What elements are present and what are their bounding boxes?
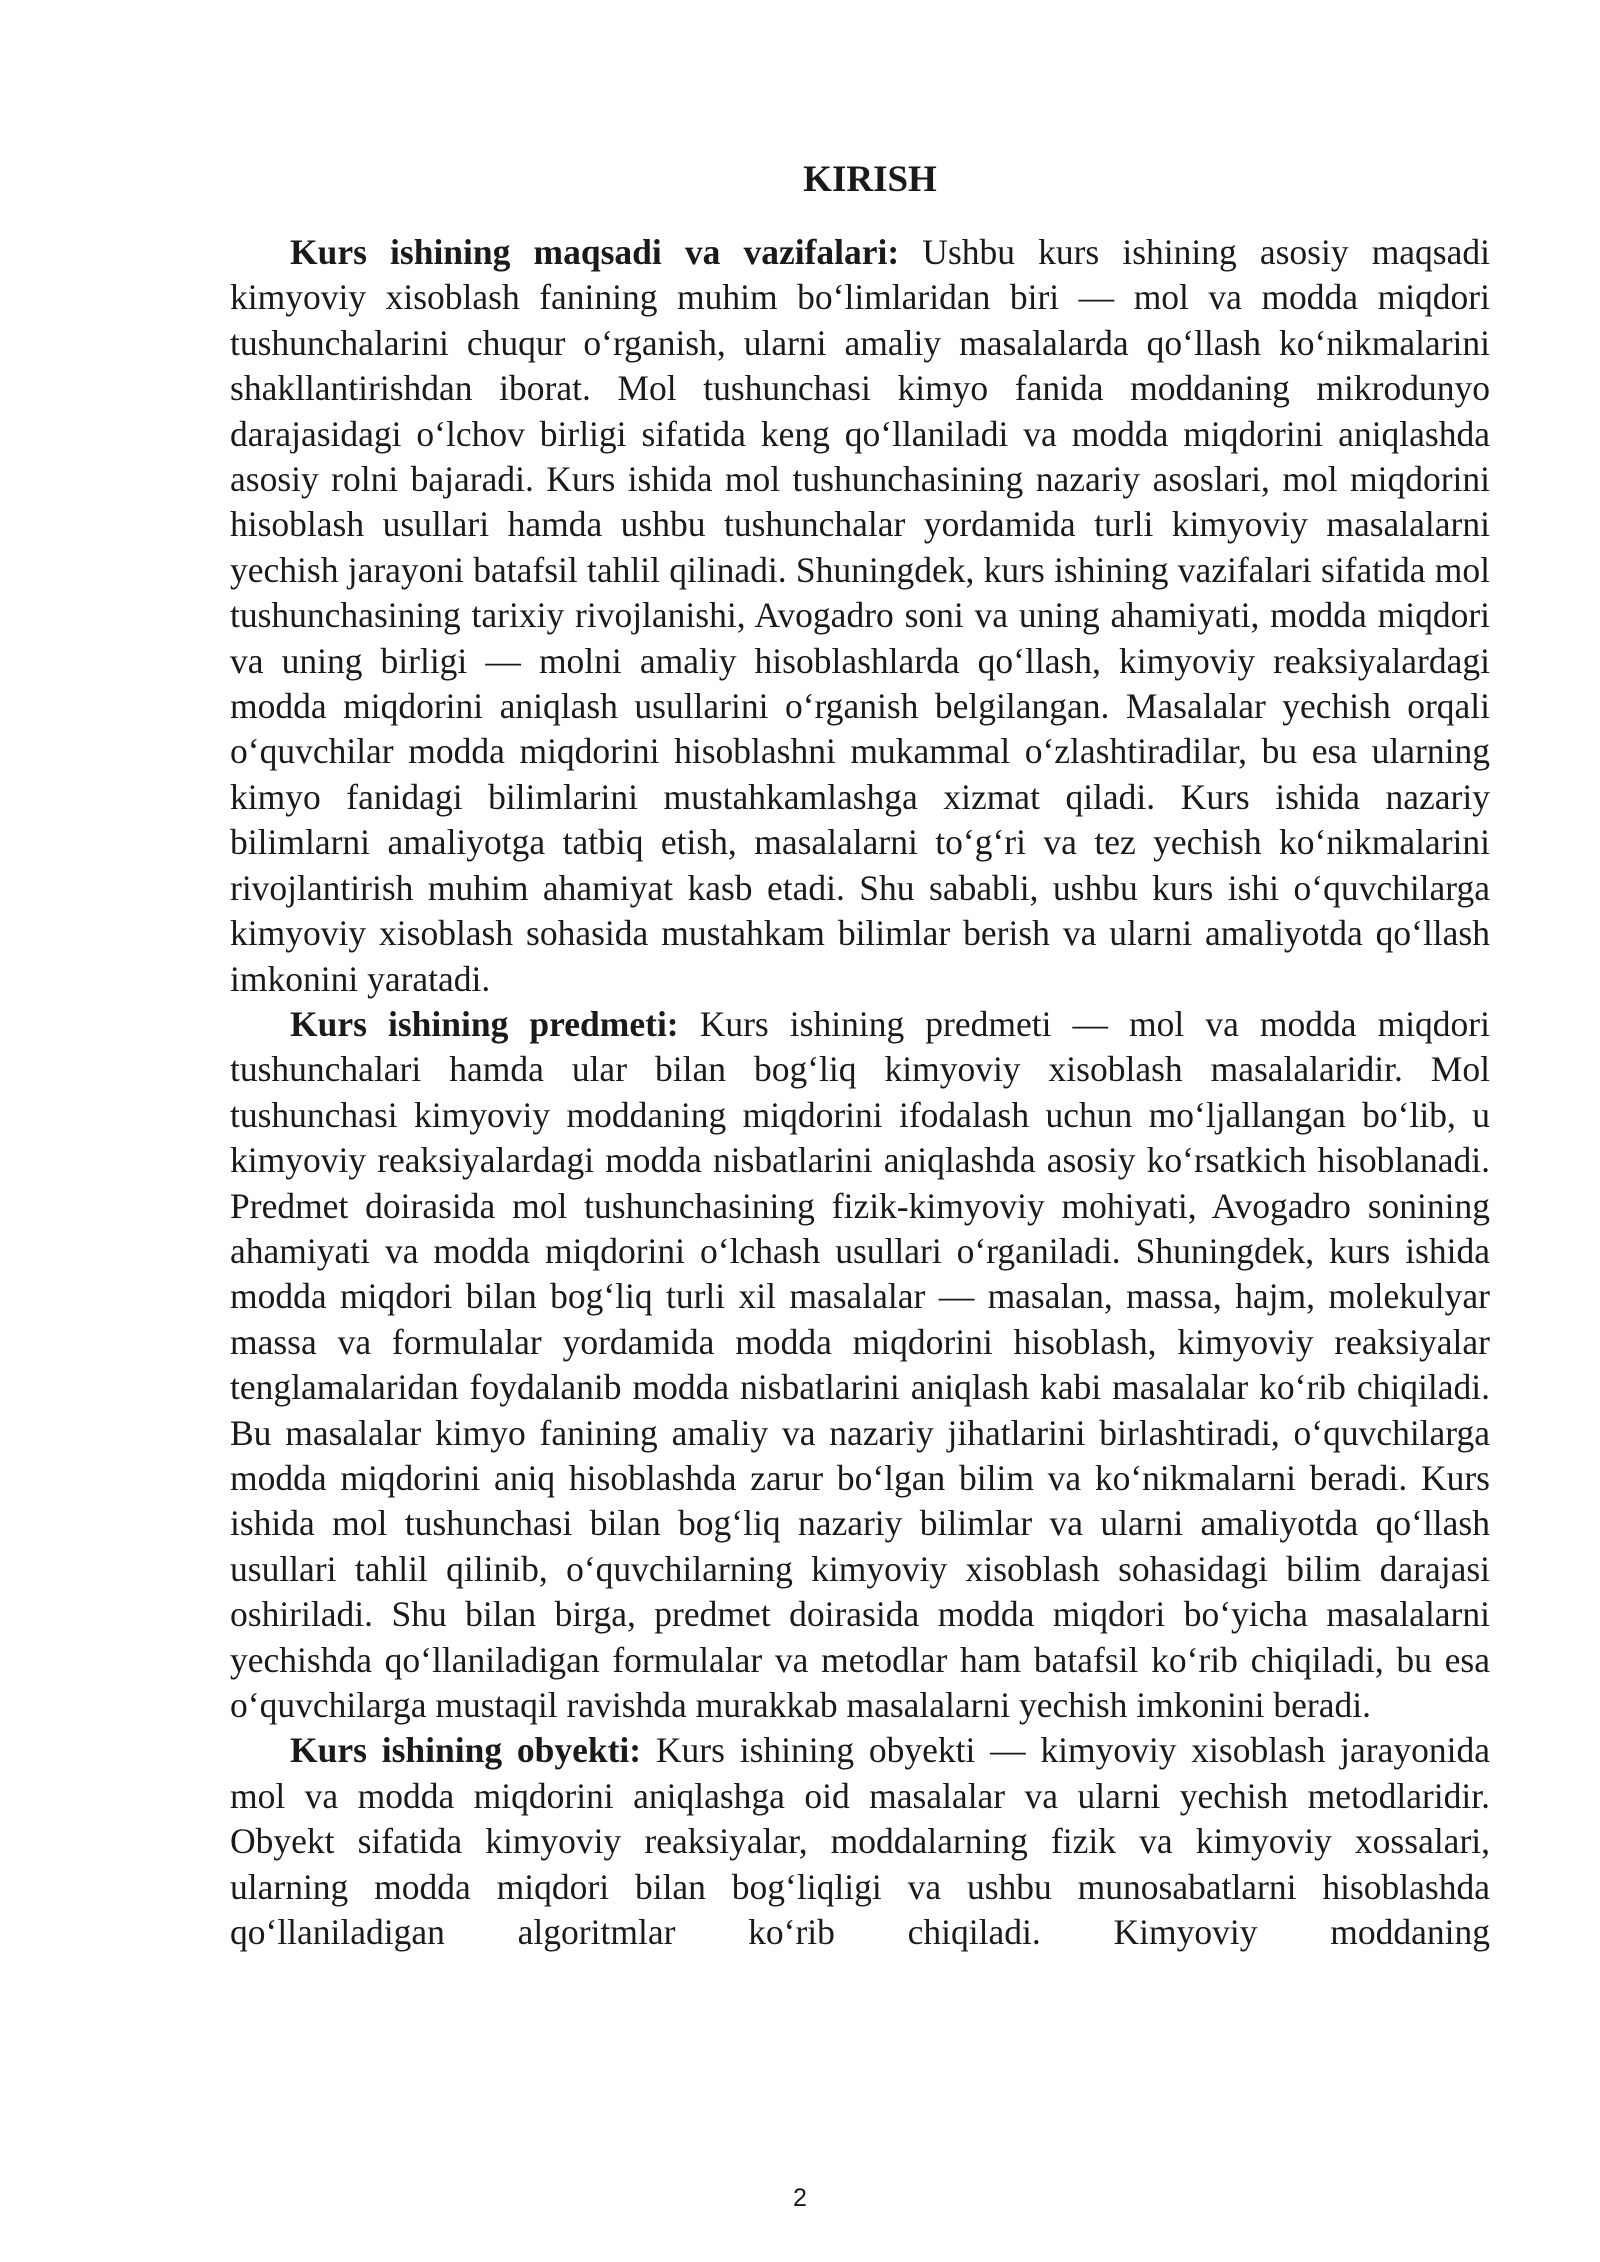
- paragraph-obyekt: [230, 1728, 1490, 1955]
- paragraph-predmet: [230, 1002, 1490, 1729]
- paragraph-maqsad: [230, 230, 1490, 1002]
- paragraph-lead: Kurs ishining obyekti:: [290, 1730, 642, 1771]
- document-page: [230, 150, 1490, 1955]
- paragraph-text: Kurs ishining obyekti — kimyoviy xisoblash jarayonida mol va modda miqdorini aniqlashga oid masalalar va ularni yechish metodlaridir. Obyekt sifatida kimyoviy reaksiyalar, moddalarning fizik va kimyoviy xossalari, ularning modda miqdori bilan bog‘liqligi va ushbu munosabatlarni hisoblashda qo‘llaniladigan algoritmlar ko‘rib chiqiladi. Kimyoviy moddaning: [230, 1730, 1490, 1953]
- paragraph-lead: Kurs ishining maqsadi va vazifalari:: [290, 232, 900, 272]
- page-number: 2: [793, 2184, 807, 2212]
- paragraph-text: Kurs ishining predmeti — mol va modda miqdori tushunchalari hamda ular bilan bog‘liq kimyoviy xisoblash masalalaridir. Mol tushunchasi kimyoviy moddaning miqdorini ifodalash uchun mo‘ljallangan bo‘lib, u kimyoviy reaksiyalardagi modda nisbatlarini aniqlashda asosiy ko‘rsatkich hisoblanadi. Predmet doirasida mol tushunchasining fizik-kimyoviy mohiyati, Avogadro sonining ahamiyati va modda miqdorini o‘lchash usullari o‘rganiladi. Shuningdek, kurs ishida modda miqdori bilan bog‘liq turli xil masalalar — masalan, massa, hajm, molekulyar massa va formulalar yordamida modda miqdorini hisoblash, kimyoviy reaksiyalar tenglamalaridan foydalanib modda nisbatlarini aniqlash kabi masalalar ko‘rib chiqiladi. Bu masalalar kimyo fanining amaliy va nazariy jihatlarini birlashtiradi, o‘quvchilarga modda miqdorini aniq hisoblashda zarur bo‘lgan bilim va ko‘nikmalarni beradi. Kurs ishida mol tushunchasi bilan bog‘liq nazariy bilimlar va ularni amaliyotda qo‘llash usullari tahlil qilinib, o‘quvchilarning kimyoviy xisoblash sohasidagi bilim darajasi oshiriladi. Shu bilan birga, predmet doirasida modda miqdori bo‘yicha masalalarni yechishda qo‘llaniladigan formulalar va metodlar ham batafsil ko‘rib chiqiladi, bu esa o‘quvchilarga mustaqil ravishda murakkab masalalarni yechish imkonini beradi.: [230, 1003, 1490, 1725]
- paragraph-lead: Kurs ishining predmeti:: [290, 1003, 679, 1044]
- paragraph-text: Ushbu kurs ishining asosiy maqsadi kimyoviy xisoblash fanining muhim bo‘limlaridan biri — mol va modda miqdori tushunchalarini chuqur o‘rganish, ularni amaliy masalalarda qo‘llash ko‘nikmalarini shakllantirishdan iborat. Mol tushunchasi kimyo fanida moddaning mikrodunyo darajasidagi o‘lchov birligi sifatida keng qo‘llaniladi va modda miqdorini aniqlashda asosiy rolni bajaradi. Kurs ishida mol tushunchasining nazariy asoslari, mol miqdorini hisoblash usullari hamda ushbu tushunchalar yordamida turli kimyoviy masalalarni yechish jarayoni batafsil tahlil qilinadi. Shuningdek, kurs ishining vazifalari sifatida mol tushunchasining tarixiy rivojlanishi, Avogadro soni va uning ahamiyati, modda miqdori va uning birligi — molni amaliy hisoblashlarda qo‘llash, kimyoviy reaksiyalardagi modda miqdorini aniqlash usullarini o‘rganish belgilangan. Masalalar yechish orqali o‘quvchilar modda miqdorini hisoblashni mukammal o‘zlashtiradilar, bu esa ularning kimyo fanidagi bilimlarini mustahkamlashga xizmat qiladi. Kurs ishida nazariy bilimlarni amaliyotga tatbiq etish, masalalarni to‘g‘ri va tez yechish ko‘nikmalarini rivojlantirish muhim ahamiyat kasb etadi. Shu sababli, ushbu kurs ishi o‘quvchilarga kimyoviy xisoblash sohasida mustahkam bilimlar berish va ularni amaliyotda qo‘llash imkonini yaratadi.: [230, 232, 1490, 999]
- page-title: KIRISH: [803, 159, 937, 200]
